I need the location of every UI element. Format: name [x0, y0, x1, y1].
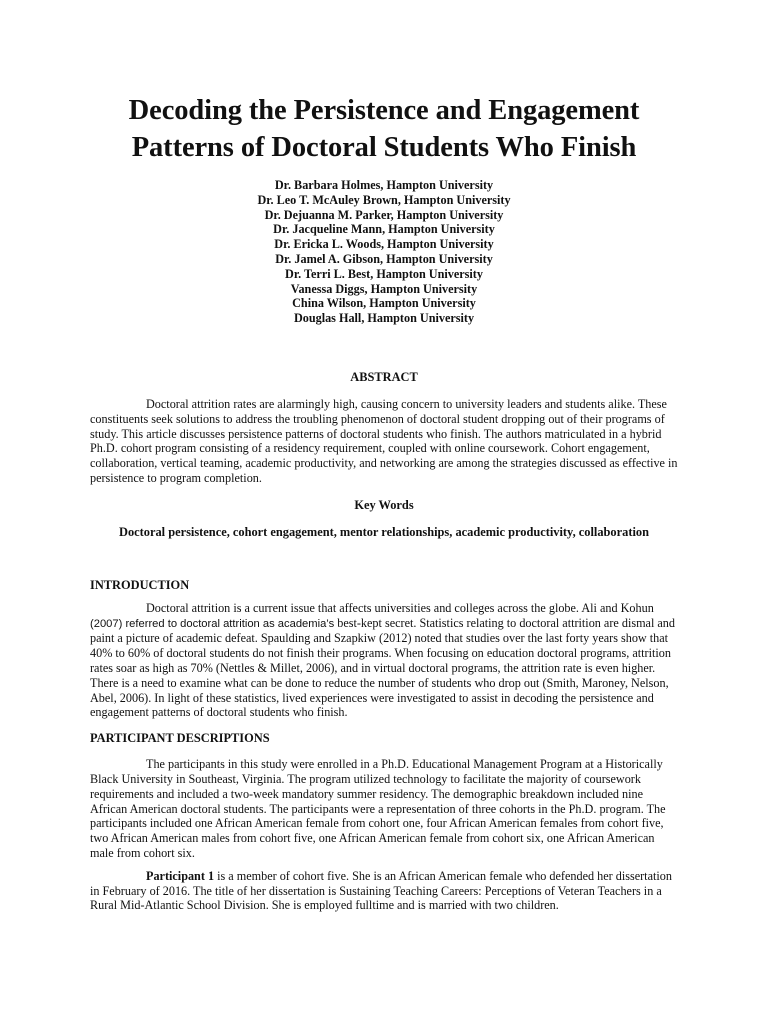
participant-descriptions-heading: PARTICIPANT DESCRIPTIONS: [90, 731, 270, 746]
participant-1-paragraph: [90, 869, 678, 913]
author-line: Dr. Leo T. McAuley Brown, Hampton University: [257, 192, 511, 207]
introduction-text-part: best-kept secret. Statistics relating to doctoral attrition are dismal and paint a picture of academic defeat. Spaulding and Szapkiw (2012) noted that studies over the last forty years show that 40% to 60% of doctoral students do not finish their programs. When focusing on education doctoral programs, attrition rates soar as high as 70% (Nettles & Millet, 2006), and in virtual doctoral programs, the attrition rate is even higher. There is a need to examine what can be done to reduce the number of students who drop out (Smith, Maroney, Nelson, Abel, 2006). In light of these statistics, lived experiences were investigated to assist in decoding the persistence and engagement patterns of doctoral students who finish.: [90, 615, 675, 720]
author-line: Vanessa Diggs, Hampton University: [290, 281, 478, 296]
author-list: [90, 178, 678, 326]
paper-title: [90, 92, 678, 166]
introduction-text-part: Doctoral attrition is a current issue that affects universities and colleges across the globe. Ali and Kohun: [146, 600, 654, 615]
author-line: Dr. Jamel A. Gibson, Hampton University: [275, 251, 493, 266]
keywords-heading: Key Words: [354, 497, 414, 512]
document-page: [90, 92, 678, 913]
author-line: China Wilson, Hampton University: [292, 296, 476, 311]
abstract-heading: ABSTRACT: [350, 369, 418, 384]
participant-1-text: is a member of cohort five. She is an African American female who defended her dissertation in February of 2016. The title of her dissertation is Sustaining Teaching Careers: Perceptions of Veteran Teachers in a Rural Mid-Atlantic School Division. She is employed fulltime and is married with two children.: [90, 868, 672, 913]
title-line: Decoding the Persistence and Engagement: [128, 95, 640, 126]
author-line: Dr. Terri L. Best, Hampton University: [285, 266, 483, 281]
abstract-body: Doctoral attrition rates are alarmingly high, causing concern to university leaders and students alike. These constituents seek solutions to address the troubling phenomenon of doctoral student dropping out of their programs of study. This article discusses persistence patterns of doctoral students who finish. The authors matriculated in a hybrid Ph.D. cohort program consisting of a residency requirement, coupled with online coursework. Cohort engagement, collaboration, vertical teaming, academic productivity, and networking are among the strategies discussed as effective in persistence to program completion.: [90, 396, 678, 485]
participant-descriptions-body: The participants in this study were enrolled in a Ph.D. Educational Management Program at a Historically Black University in Southeast, Virginia. The program utilized technology to facilitate the majority of coursework requirements and included a two-week mandatory summer residency. The demographic breakdown included nine African American doctoral students. The participants were a representation of three cohorts in the Ph.D. program. The participants included one African American female from cohort one, four African American females from cohort five, two African American males from cohort five, one African American female from cohort six, one African American male from cohort six.: [90, 757, 666, 860]
introduction-body: [90, 601, 678, 720]
author-line: Douglas Hall, Hampton University: [293, 311, 475, 326]
author-line: Dr. Barbara Holmes, Hampton University: [274, 178, 494, 192]
keywords-text: Doctoral persistence, cohort engagement, mentor relationships, academic productivity, collaboration: [119, 524, 649, 539]
author-line: Dr. Jacqueline Mann, Hampton University: [273, 222, 495, 237]
introduction-heading: INTRODUCTION: [90, 577, 190, 592]
author-line: Dr. Ericka L. Woods, Hampton University: [274, 237, 494, 252]
introduction-text-part: (2007) referred to doctoral attrition as academia’s: [90, 617, 335, 630]
participant-1-label: Participant 1: [146, 868, 215, 883]
title-line: Patterns of Doctoral Students Who Finish: [131, 132, 637, 163]
author-line: Dr. Dejuanna M. Parker, Hampton University: [264, 207, 504, 222]
